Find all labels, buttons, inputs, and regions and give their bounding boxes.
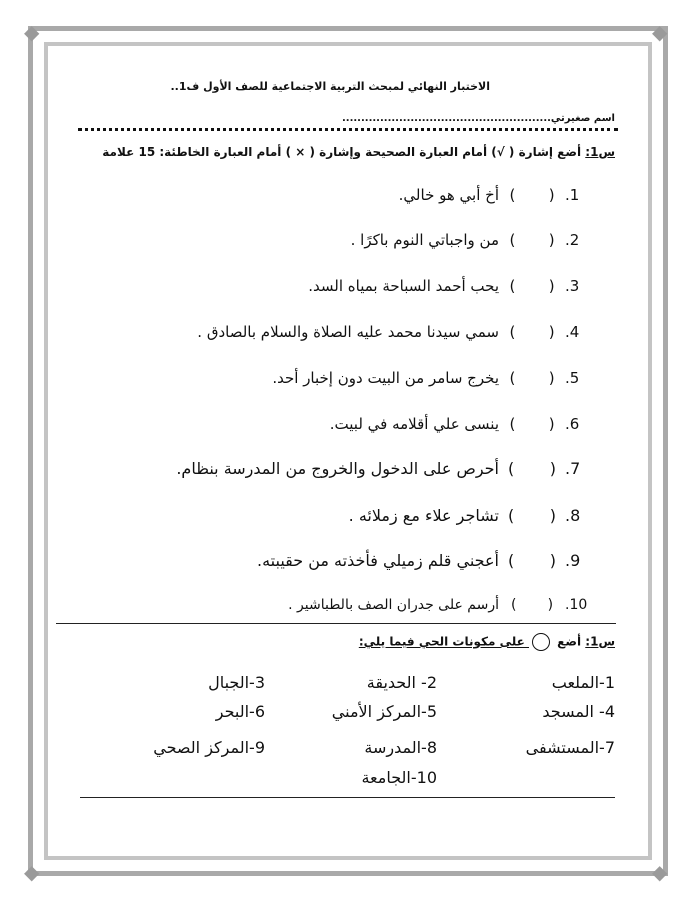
question-item xyxy=(351,231,597,249)
answer-blank[interactable]: ( ) xyxy=(509,369,555,387)
question-item xyxy=(349,506,597,525)
item-number: .1 xyxy=(565,186,580,204)
answer-blank[interactable]: ( ) xyxy=(510,597,554,613)
word-choice[interactable]: 9-المركز الصحي xyxy=(153,738,265,757)
bottom-divider xyxy=(80,797,615,798)
question-item xyxy=(308,277,597,295)
answer-blank[interactable]: ( ) xyxy=(507,506,557,525)
student-name-line: اسم صغيرتي....................................................... xyxy=(341,113,615,124)
exam-title: الاختبار النهائي لمبحث التربية الاجتماعية للصف الأول ف1.. xyxy=(170,80,490,93)
item-statement: أحرص على الدخول والخروج من المدرسة بنظام. xyxy=(176,459,499,478)
circle-icon xyxy=(532,633,550,651)
question-item xyxy=(272,369,597,387)
question-item xyxy=(176,459,597,478)
word-choice[interactable]: 1-الملعب xyxy=(551,673,615,692)
question-item xyxy=(399,186,597,204)
word-choice[interactable]: 8-المدرسة xyxy=(364,738,437,757)
word-choice[interactable]: 10-الجامعة xyxy=(361,768,437,787)
answer-blank[interactable]: ( ) xyxy=(509,323,555,341)
word-choice[interactable]: 3-الجبال xyxy=(208,673,265,692)
answer-blank[interactable]: ( ) xyxy=(509,415,555,433)
item-statement: يخرج سامر من البيت دون إخبار أحد. xyxy=(272,369,499,387)
item-number: .10 xyxy=(565,597,588,613)
item-statement: يحب أحمد السباحة بمياه السد. xyxy=(308,277,499,295)
item-statement: من واجباتي النوم باكرًا . xyxy=(350,231,499,249)
word-choice[interactable]: 6-البحر xyxy=(215,702,265,721)
item-statement: أعجني قلم زميلي فأخذته من حقيبته. xyxy=(257,551,499,570)
answer-blank[interactable]: ( ) xyxy=(509,186,555,204)
item-statement: سمي سيدنا محمد عليه الصلاة والسلام بالصادق . xyxy=(197,323,499,341)
item-statement: أرسم على جدران الصف بالطباشير . xyxy=(288,597,499,613)
question-item xyxy=(197,323,597,341)
question-item xyxy=(257,551,597,570)
question-1-instruction: أضع إشارة ( √) أمام العبارة الصحيحة وإشارة ( × ) أمام العبارة الخاطئة: 15 علامة xyxy=(102,145,586,159)
item-statement: تشاجر علاء مع زملائه . xyxy=(348,506,499,525)
question-2-heading: س1: أضع على مكونات الحي فيما يلي: xyxy=(290,633,615,651)
answer-blank[interactable]: ( ) xyxy=(509,231,555,249)
answer-blank[interactable]: ( ) xyxy=(509,277,555,295)
item-number: .2 xyxy=(565,231,580,249)
word-choice[interactable]: 5-المركز الأمني xyxy=(331,702,437,721)
item-number: .8 xyxy=(565,506,581,525)
word-choice[interactable]: 7-المستشفى xyxy=(525,738,615,757)
question-item xyxy=(288,597,597,613)
item-number: .9 xyxy=(565,551,581,570)
corner-ornament: ◆ xyxy=(652,860,668,884)
word-choice[interactable]: 4- المسجد xyxy=(542,702,615,721)
dotted-divider xyxy=(78,128,618,131)
item-statement: ينسى علي أقلامه في لبيت. xyxy=(329,415,499,433)
item-number: .3 xyxy=(565,277,580,295)
answer-blank[interactable]: ( ) xyxy=(507,459,557,478)
item-number: .7 xyxy=(565,459,581,478)
question-2-label: س1: xyxy=(585,634,615,649)
section-divider xyxy=(56,623,616,624)
question-1-label: س1: xyxy=(585,145,615,159)
item-number: .4 xyxy=(565,323,580,341)
corner-ornament: ◆ xyxy=(24,860,40,884)
item-number: .6 xyxy=(565,415,580,433)
word-choice[interactable]: 2- الحديقة xyxy=(366,673,437,692)
answer-blank[interactable]: ( ) xyxy=(507,551,557,570)
item-statement: أخ أبي هو خالي. xyxy=(398,186,499,204)
question-item xyxy=(330,415,597,433)
corner-ornament: ◆ xyxy=(24,20,40,44)
item-number: .5 xyxy=(565,369,580,387)
question-1-heading xyxy=(102,145,615,159)
corner-ornament: ◆ xyxy=(652,20,668,44)
